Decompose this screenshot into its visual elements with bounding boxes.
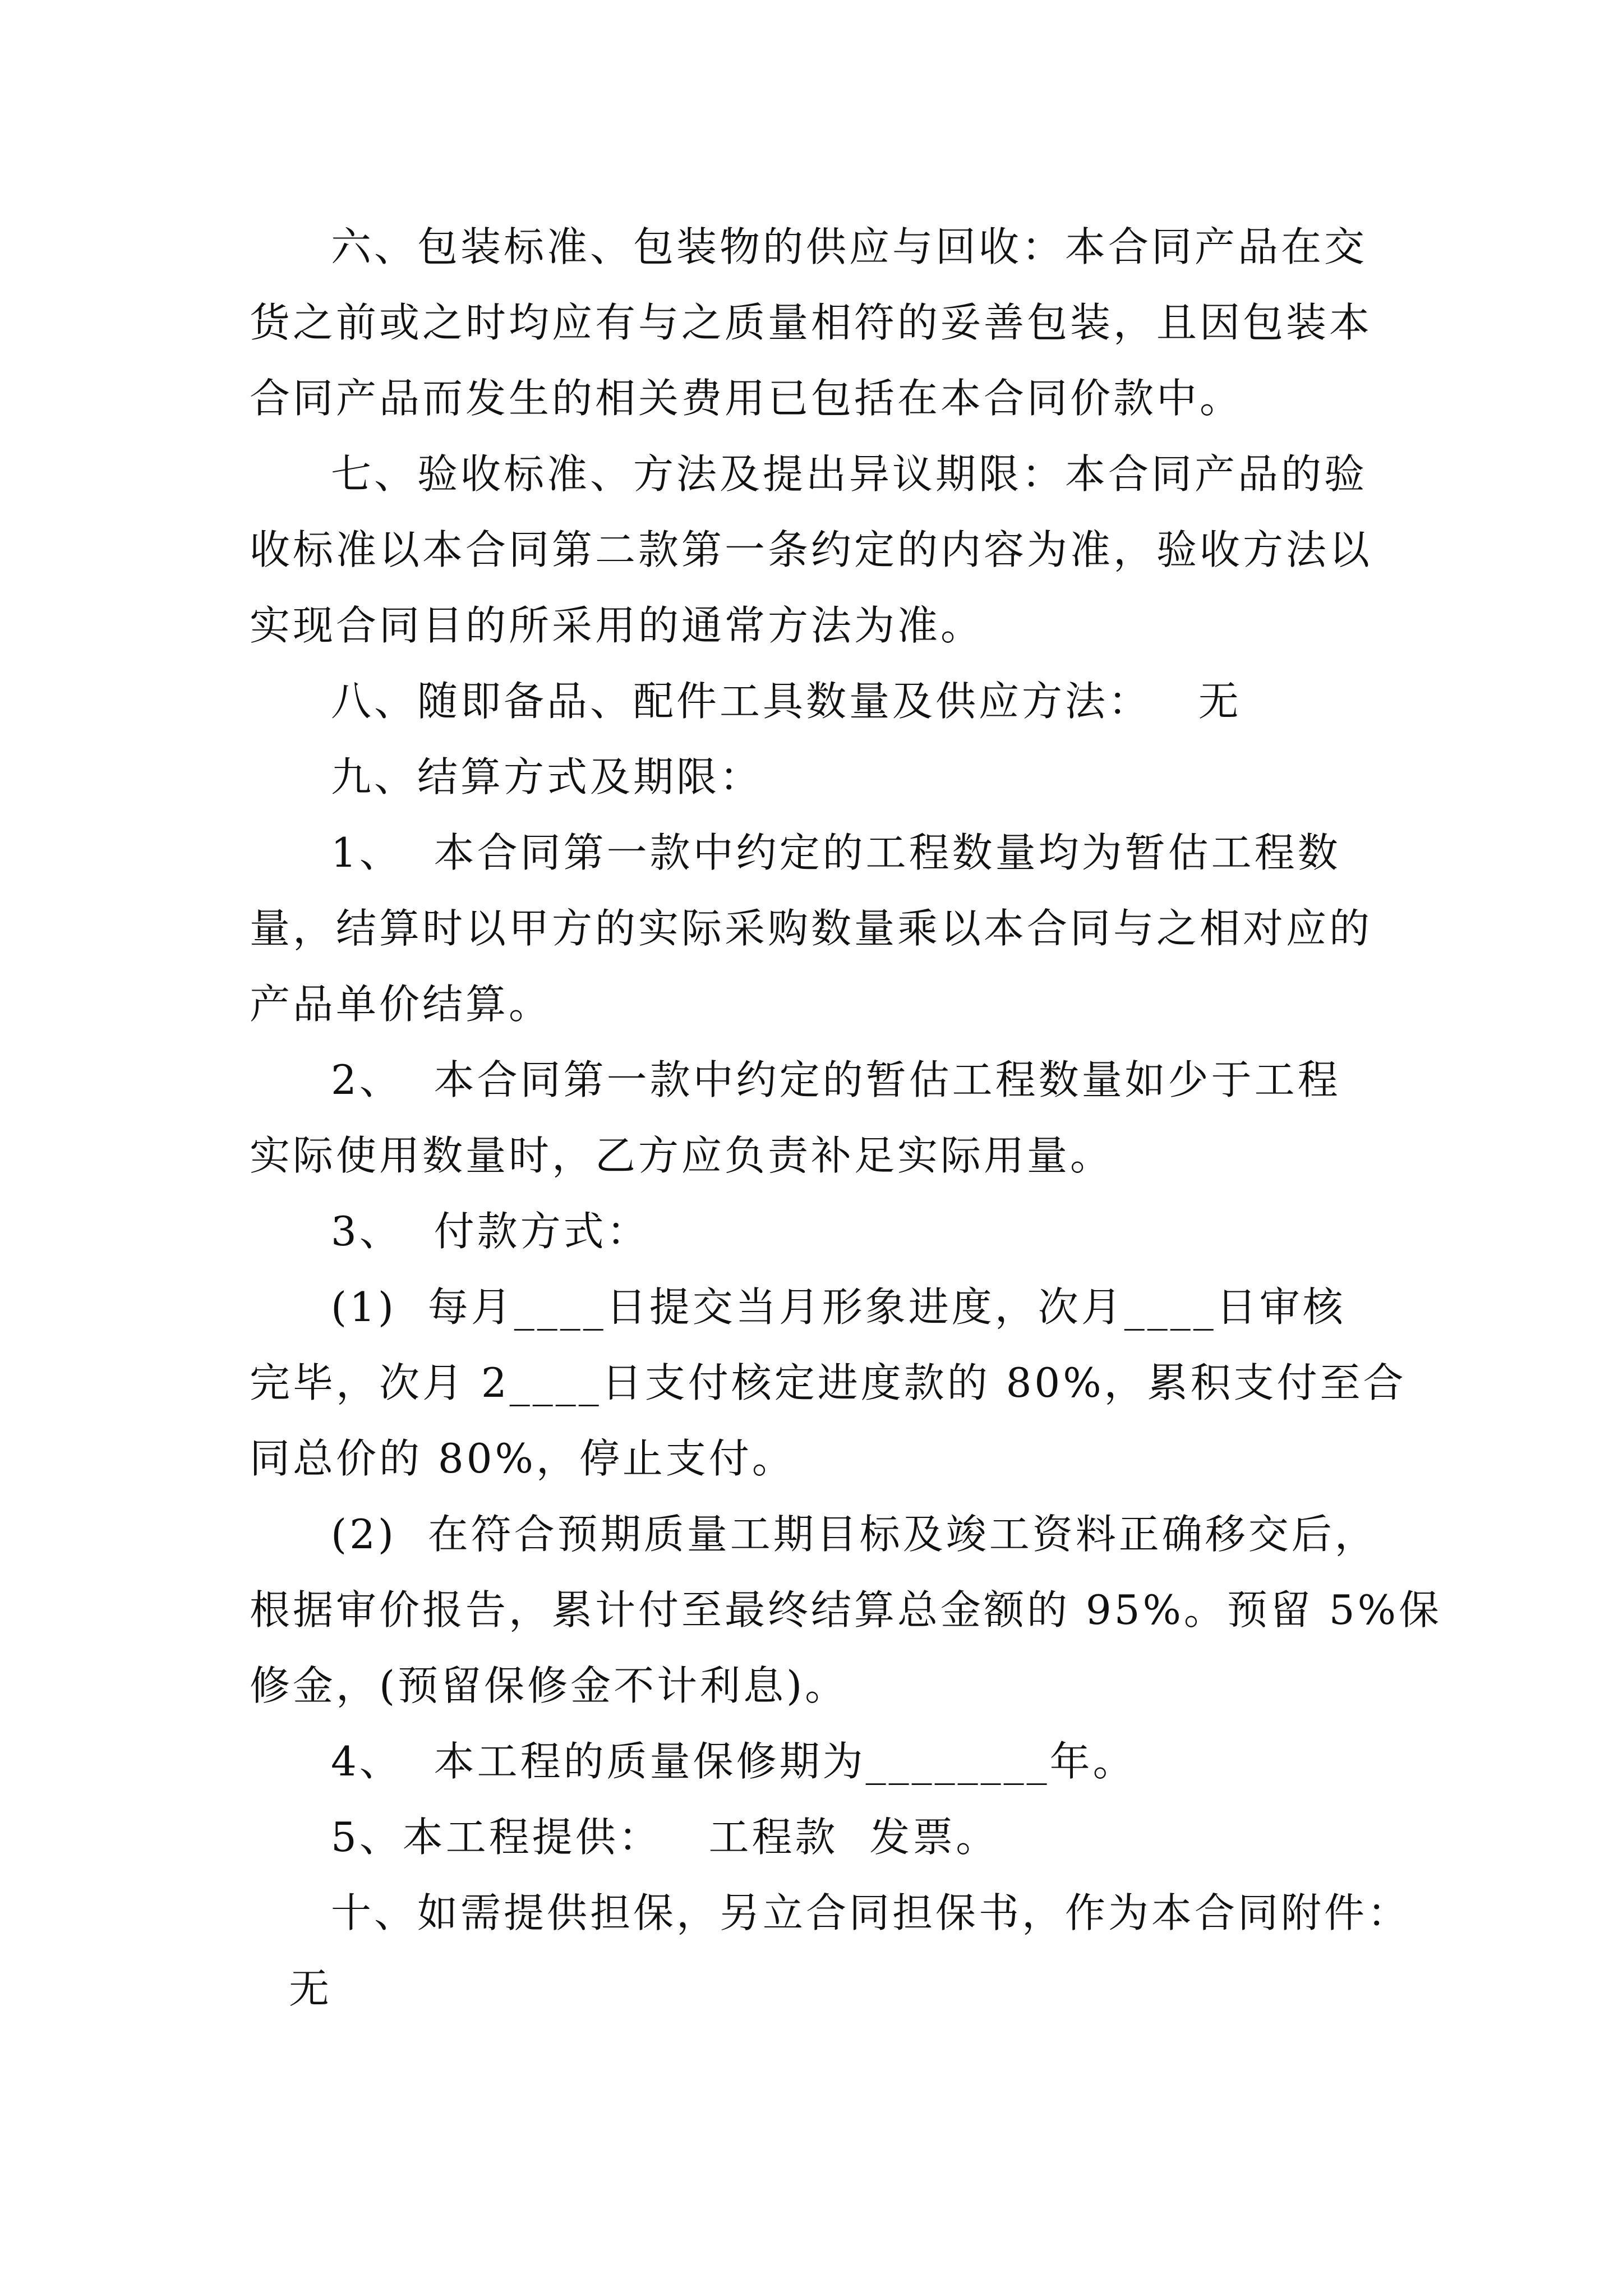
paragraph-6-line-3: 合同产品而发生的相关费用已包括在本合同价款中。 (250, 375, 1243, 422)
paragraph-6-line-1: 六、包装标准、包装物的供应与回收：本合同产品在交 (331, 223, 1368, 270)
paragraph-7-line-3: 实现合同目的所采用的通常方法为准。 (250, 602, 984, 649)
sub-item-2-line-3: 修金，(预留保修金不计利息)。 (250, 1662, 849, 1709)
item-5: 5、本工程提供： 工程款 发票。 (331, 1814, 999, 1861)
sub-item-1-line-3: 同总价的 80%，停止支付。 (250, 1435, 795, 1482)
paragraph-6-line-2: 货之前或之时均应有与之质量相符的妥善包装，且因包装本 (250, 299, 1373, 346)
sub-item-2-line-2: 根据审价报告，累计付至最终结算总金额的 95%。预留 5%保 (250, 1586, 1442, 1634)
item-3-heading: 3、 付款方式： (331, 1208, 650, 1255)
item-2-line-1: 2、 本合同第一款中约定的暂估工程数量如少于工程 (331, 1056, 1341, 1103)
paragraph-7-line-1: 七、验收标准、方法及提出异议期限：本合同产品的验 (331, 450, 1368, 498)
item-1-line-3: 产品单价结算。 (250, 981, 552, 1028)
item-1-line-1: 1、 本合同第一款中约定的工程数量均为暂估工程数 (331, 829, 1341, 876)
sub-item-2-line-1: (2) 在符合预期质量工期目标及竣工资料正确移交后， (331, 1511, 1378, 1558)
sub-item-1-line-1: (1) 每月____日提交当月形象进度，次月____日审核 (331, 1283, 1346, 1331)
item-4: 4、 本工程的质量保修期为________年。 (331, 1738, 1136, 1785)
item-2-line-2: 实际使用数量时，乙方应负责补足实际用量。 (250, 1132, 1114, 1179)
paragraph-9-heading: 九、结算方式及期限： (331, 753, 763, 800)
paragraph-8: 八、随即备品、配件工具数量及供应方法： 无 (331, 678, 1242, 725)
paragraph-10-line-2: 无 (289, 1965, 333, 2012)
item-1-line-2: 量，结算时以甲方的实际采购数量乘以本合同与之相对应的 (250, 905, 1373, 952)
paragraph-10-line-1: 十、如需提供担保，另立合同担保书，作为本合同附件： (331, 1889, 1411, 1936)
sub-item-1-line-2: 完毕，次月 2____日支付核定进度款的 80%，累积支付至合 (250, 1359, 1407, 1406)
paragraph-7-line-2: 收标准以本合同第二款第一条约定的内容为准，验收方法以 (250, 526, 1373, 573)
